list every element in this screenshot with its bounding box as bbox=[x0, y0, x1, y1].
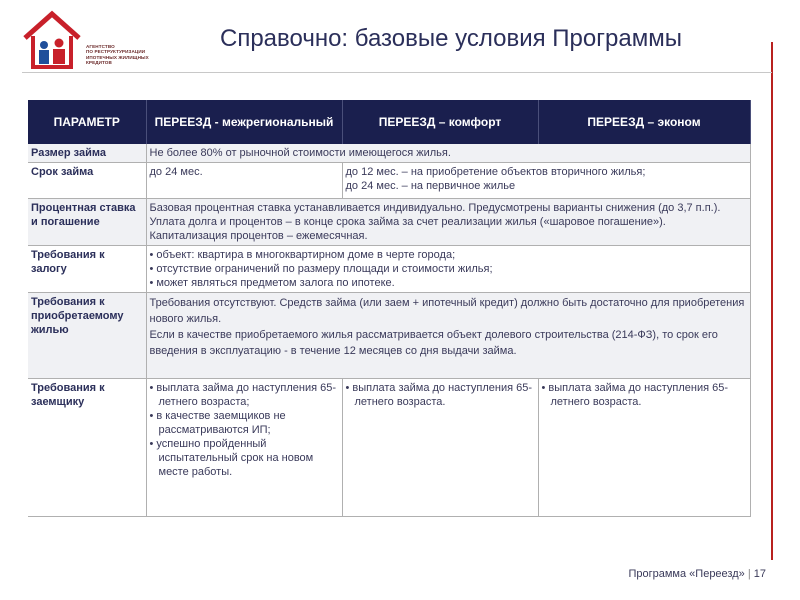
list-item: • выплата займа до наступления 65-летнего возраста; bbox=[150, 381, 338, 409]
header-divider bbox=[22, 72, 772, 73]
borrower-comfort-list bbox=[346, 381, 534, 409]
loan-term-comfort-econom: до 12 мес. – на приобретение объектов вторичного жилья; до 24 мес. – на первичное жилье bbox=[342, 163, 750, 199]
housing-value: Требования отсутствуют. Средств займа (или заем + ипотечный кредит) должно быть достаточно для приобретения нового жилья. Если в качестве приобретаемого жилья рассматривается объект долевого строительства (214-ФЗ), то срок его введения в эксплуатацию - в течение 12 месяцев со дня выдачи займа. bbox=[146, 293, 750, 379]
row-label-loan-size: Размер займа bbox=[28, 144, 146, 163]
header-mezhregionalny: ПЕРЕЕЗД - межрегиональный bbox=[146, 100, 342, 144]
row-label-interest: Процентная ставка и погашение bbox=[28, 199, 146, 246]
table-row bbox=[28, 246, 750, 293]
borrower-mezh-cell bbox=[146, 379, 342, 517]
list-item: • успешно пройденный испытательный срок на новом месте работы. bbox=[150, 437, 338, 479]
page-number: 17 bbox=[753, 568, 766, 580]
page-title: Справочно: базовые условия Программы bbox=[220, 25, 682, 52]
row-label-collateral: Требования к залогу bbox=[28, 246, 146, 293]
footer-program: Программа «Переезд» bbox=[628, 568, 745, 580]
header-econom: ПЕРЕЕЗД – эконом bbox=[538, 100, 750, 144]
header-comfort: ПЕРЕЕЗД – комфорт bbox=[342, 100, 538, 144]
table-row bbox=[28, 293, 750, 379]
collateral-list-cell bbox=[146, 246, 750, 293]
loan-size-value: Не более 80% от рыночной стоимости имеющегося жилья. bbox=[146, 144, 750, 163]
borrower-econom-list bbox=[542, 381, 746, 409]
borrower-comfort-cell bbox=[342, 379, 538, 517]
house-logo-icon bbox=[22, 10, 82, 72]
loan-term-mezh: до 24 мес. bbox=[146, 163, 342, 199]
list-item: • выплата займа до наступления 65-летнего возраста. bbox=[346, 381, 534, 409]
borrower-econom-cell bbox=[538, 379, 750, 517]
footer-separator: | bbox=[747, 568, 751, 580]
list-item: • может являться предметом залога по ипотеке. bbox=[150, 276, 746, 290]
accent-divider-vertical bbox=[771, 42, 773, 560]
table-row bbox=[28, 379, 750, 517]
page-footer bbox=[628, 568, 766, 580]
row-label-loan-term: Срок займа bbox=[28, 163, 146, 199]
table-row bbox=[28, 163, 750, 199]
interest-value: Базовая процентная ставка устанавливается индивидуально. Предусмотрены варианты снижения (до 3,7 п.п.). Уплата долга и процентов – в конце срока займа за счет реализации жилья («шаровое погашение»). Капитализация процентов – ежемесячная. bbox=[146, 199, 750, 246]
list-item: • выплата займа до наступления 65-летнего возраста. bbox=[542, 381, 746, 409]
table-header-row bbox=[28, 100, 750, 144]
agency-logo bbox=[22, 10, 149, 72]
list-item: • объект: квартира в многоквартирном доме в черте города; bbox=[150, 248, 746, 262]
logo-caption: АГЕНТСТВО ПО РЕСТРУКТУРИЗАЦИИ ИПОТЕЧНЫХ ЖИЛИЩНЫХ КРЕДИТОВ bbox=[86, 44, 149, 66]
row-label-housing: Требования к приобретаемому жилью bbox=[28, 293, 146, 379]
header-parameter: ПАРАМЕТР bbox=[28, 100, 146, 144]
conditions-table bbox=[28, 100, 751, 517]
table-row bbox=[28, 144, 750, 163]
list-item: • в качестве заемщиков не рассматриваются ИП; bbox=[150, 409, 338, 437]
row-label-borrower: Требования к заемщику bbox=[28, 379, 146, 517]
collateral-list bbox=[150, 248, 746, 290]
table-row bbox=[28, 199, 750, 246]
list-item: • отсутствие ограничений по размеру площади и стоимости жилья; bbox=[150, 262, 746, 276]
borrower-mezh-list bbox=[150, 381, 338, 479]
